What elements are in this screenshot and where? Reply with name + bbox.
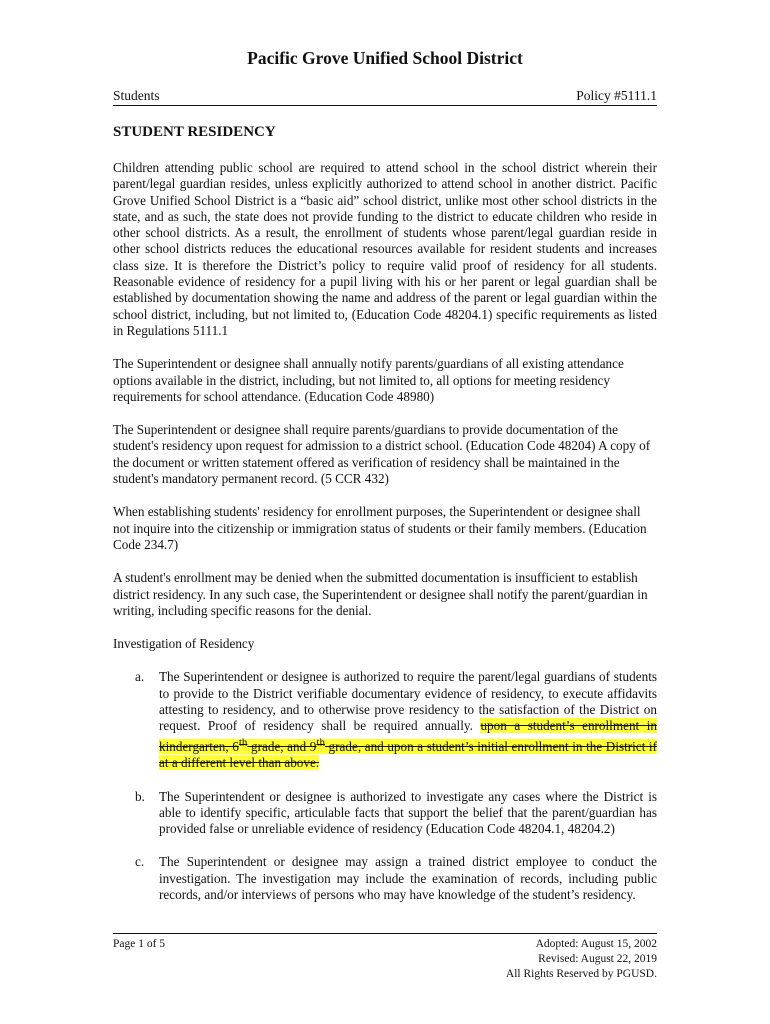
struck-text-part: grade, and upon a student’s initial enrollment in the District if at a different level than above.: [159, 739, 657, 771]
header-policy-number: Policy #5111.1: [576, 88, 657, 103]
list-item: [113, 789, 657, 838]
struck-text-part: upon a student’s enrollment in kindergarten, 6: [159, 718, 657, 754]
superscript: th: [238, 736, 248, 749]
page-footer: [113, 933, 657, 982]
policy-heading: STUDENT RESIDENCY: [113, 124, 276, 140]
revised-date: Revised: August 22, 2019: [538, 953, 657, 965]
paragraph-documentation: The Superintendent or designee shall require parents/guardians to provide documentation of the student's residency upon request for admission to a district school. (Education Code 48204) A copy of the document or written statement offered as verification of residency shall be maintained in the student's mandatory permanent record. (5 CCR 432): [113, 422, 651, 487]
list-item: [113, 854, 657, 903]
paragraph-enrollment-denial: A student's enrollment may be denied when the submitted documentation is insufficient to establish district residency. In any such case, the Superintendent or designee shall notify the parent/guardian in writing, including specific reasons for the denial.: [113, 570, 648, 618]
section-heading: Investigation of Residency: [113, 636, 255, 652]
policy-body: [113, 160, 657, 920]
policy-header: [113, 88, 657, 106]
list-item-text: The Superintendent or designee may assign a trained district employee to conduct the investigation. The investigation may include the examination of records, including public records, and/or interviews of persons who may have knowledge of the student’s residency.: [159, 854, 657, 903]
list-item-text: The Superintendent or designee is authorized to investigate any cases where the District is able to identify specific, articulable facts that support the belief that the parent/guardian has provided false or unreliable evidence of residency (Education Code 48204.1, 48204.2): [159, 788, 657, 837]
struck-text-part: grade, and 9: [247, 739, 317, 754]
district-title: Pacific Grove Unified School District: [247, 48, 523, 68]
paragraph-citizenship: When establishing students' residency for enrollment purposes, the Superintendent or designee shall not inquire into the citizenship or immigration status of students or their family members. (Education Code 234.7): [113, 504, 647, 552]
paragraph-residency-requirement: Children attending public school are required to attend school in the school district wherein their parent/legal guardian resides, unless explicitly authorized to attend school in another district. Pacific Grove Unified School District is a “basic aid” school district, unlike most other school districts in the state, and as such, the state does not provide funding to the district to educate children who reside in other school districts. As a result, the enrollment of students whose parent/legal guardian reside in other school districts reduces the educational resources available for resident students and increases class size. It is therefore the District’s policy to require valid proof of residency for all students. Reasonable evidence of residency for a pupil living with his or her parent or legal guardian shall be established by documentation showing the name and address of the parent or legal guardian within the school district, including, but not limited to, (Education Code 48204.1) specific requirements as listed in Regulations 5111.1: [113, 160, 657, 338]
list-marker: c.: [135, 854, 145, 870]
investigation-list: [113, 669, 657, 903]
list-item-text: The Superintendent or designee is authorized to require the parent/legal guardians of students to provide to the District verifiable documentary evidence of residency, to execute affidavits attesting to residency, and to otherwise prove residency to the satisfaction of the District on request. Proof of residency shall be required annually.: [159, 669, 657, 734]
page-number: Page 1 of 5: [113, 938, 166, 950]
list-item: [113, 669, 657, 771]
list-marker: a.: [135, 669, 145, 685]
footer-dates: [506, 937, 657, 982]
adopted-date: Adopted: August 15, 2002: [535, 938, 657, 950]
paragraph-annual-notification: The Superintendent or designee shall annually notify parents/guardians of all existing attendance options available in the district, including, but not limited to, all options for meeting residency requirements for school attendance. (Education Code 48980): [113, 356, 624, 404]
list-marker: b.: [135, 788, 145, 804]
header-category: Students: [113, 88, 160, 103]
superscript: th: [316, 736, 325, 749]
rights-notice: All Rights Reserved by PGUSD.: [505, 968, 657, 980]
